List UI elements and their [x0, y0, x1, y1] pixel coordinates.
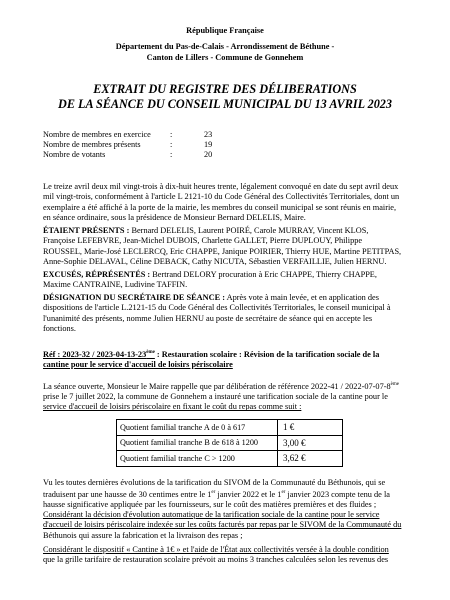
presents-paragraph — [43, 226, 408, 267]
text-line: en séance ordinaire, sous la présidence de Monsieur Bernard DELELIS, Maire. — [43, 212, 306, 222]
department-line-2: Canton de Lillers - Commune de Gonnehem — [146, 53, 304, 62]
tarif-label: Quotient familial tranche A de 0 à 617 — [117, 420, 278, 436]
text-line: hausse significative appliquée par les fournisseurs, sur le coût des matières premières et des fluides ; — [43, 500, 377, 510]
subject-title-line-2: cantine pour le service d'accueil de loisirs périscolaire — [43, 360, 233, 370]
document-title-line-1: EXTRAIT DU REGISTRE DES DÉLIBERATIONS — [93, 82, 357, 96]
tarif-label: Quotient familial tranche C > 1200 — [117, 451, 278, 467]
text-line: Béthunois qui assure la fabrication et la livraison des repas ; — [43, 530, 243, 540]
text-line: prise le 7 juillet 2022, la commune de Gonnehem a instauré une tarification sociale de la cantine pour le — [43, 392, 388, 402]
members-row — [43, 140, 224, 150]
department-line-1: Département du Pas-de-Calais - Arrondissement de Béthune - — [115, 42, 335, 51]
tarif-table — [116, 419, 343, 467]
secretaire-label: DÉSIGNATION DU SECRÉTAIRE DE SÉANCE : — [43, 293, 226, 302]
secretaire-paragraph — [43, 293, 408, 334]
tarif-label: Quotient familial tranche B de 618 à 1200 — [117, 435, 278, 451]
text-line: mil vingt-trois, conformément à l'article L 2121-10 du Code Général des Collectivités Territoriales, dont un — [43, 192, 400, 202]
members-separator: : — [170, 150, 173, 160]
excuses-paragraph — [43, 270, 408, 291]
members-label: Nombre de membres en exercice — [43, 130, 151, 139]
reference-number: Réf : 2023-32 / 2023-04-13-23ème — [43, 349, 155, 359]
table-row — [117, 451, 343, 467]
text-line: La séance ouverte, Monsieur le Maire rappelle que par délibération de référence 2022-41 / 2022-07-07-8 — [43, 381, 391, 391]
text-line: traduisent par une hausse de 30 centimes entre le 1er janvier 2022 et le 1er janvier 2023 compte tenu de la — [43, 490, 390, 500]
text-line: Vu les toutes dernières évolutions de la tarification du SIVOM de la Communauté du Béthunois, qui se — [43, 478, 386, 487]
members-label: Nombre de membres présents — [43, 140, 141, 150]
considerant-paragraph-1 — [43, 510, 413, 541]
text-line: Considérant la décision d'évolution automatique de la tarification sociale de la cantine pour le service — [43, 510, 380, 519]
text-line: dispositions de l'article L.2121-15 du Code Général des Collectivités Territoriales, le conseil municipal à — [43, 303, 391, 313]
text-line: Françoise LEFEBVRE, Jean-Michel DUBOIS, Charlette GALLET, Pierre DUPLOUY, Philippe — [43, 236, 363, 246]
members-value: 23 — [204, 130, 213, 139]
text-line: Le treize avril deux mil vingt-trois à dix-huit heures trente, légalement convoqué en date du sept avril deux — [43, 182, 399, 191]
tarif-price: 3,00 € — [278, 435, 343, 451]
deliberation-reference: Réf : 2023-32 / 2023-04-13-23ème : Restauration scolaire : Révision de la tarification sociale de la cantine pour le service d'accueil de loisirs périscolaire — [43, 349, 380, 370]
text-line: que la grille tarifaire de restauration scolaire prévoit au moins 3 tranches calculées selon les revenus des — [43, 555, 389, 565]
excuses-label: EXCUSÉS, RÉPRÉSENTÉS : — [43, 270, 151, 279]
text-line: fonctions. — [43, 323, 76, 333]
table-row — [117, 435, 343, 451]
convocation-paragraph — [43, 182, 408, 223]
members-count-block — [43, 130, 224, 160]
subject-title: Restauration scolaire : Révision de la tarification sociale de la — [159, 349, 380, 359]
table-row — [117, 420, 343, 436]
presents-label: ÉTAIENT PRÉSENTS : — [43, 226, 130, 235]
document-title-line-2: DE LA SÉANCE DU CONSEIL MUNICIPAL DU 13 AVRIL 2023 — [58, 97, 392, 111]
text-line: Considérant le dispositif « Cantine à 1€ » et l'aide de l'État aux collectivités versée à la double condition — [43, 545, 389, 554]
tarif-price: 3,62 € — [278, 451, 343, 467]
tarif-price: 1 € — [278, 420, 343, 436]
members-row — [43, 150, 224, 160]
text-line: d'accueil de loisirs périscolaire indexée sur les coûts facturés par repas par le SIVOM de la Communauté du — [43, 520, 402, 530]
text-line: Bertrand DELORY procuration à Eric CHAPPE, Thierry CHAPPE, — [150, 270, 377, 279]
text-line: Maxime CANTRAINE, Ludivine TAFFIN. — [43, 280, 188, 290]
intro-paragraph: La séance ouverte, Monsieur le Maire rappelle que par délibération de référence 2022-41 / 2022-07-07-8ème prise le 7 juillet 2022, la commune de Gonnehem a instauré une tarification sociale de la cantine pour le service d'accueil de loisirs périscolaire en fixant le coût du repas comme suit : — [43, 380, 413, 413]
text-line: Anne-Sophie DELAVAL, Céline DEBACK, Cathy NICUTA, Sébastien VERFAILLIE, Julien HERNU. — [43, 256, 387, 266]
text-line: Bernard DELELIS, Laurent POIRÉ, Carole MURRAY, Vincent KLOS, — [129, 226, 369, 235]
members-separator: : — [170, 130, 173, 139]
evolutions-paragraph — [43, 478, 410, 511]
text-line: l'unanimité des présents, nomme Julien HERNU au poste de secrétaire de séance qui en accepte les — [43, 313, 373, 323]
members-value: 19 — [204, 140, 213, 150]
republic-heading: République Française — [186, 26, 264, 35]
text-line: ROUSSEL, Marie-José LECLERCQ, Eric CHAPPE, Janique POIRIER, Thierry HUE, Martine PETITPAS, — [43, 246, 402, 256]
members-separator: : — [170, 140, 173, 150]
considerant-paragraph-2 — [43, 545, 413, 566]
members-value: 20 — [204, 150, 213, 160]
members-label: Nombre de votants — [43, 150, 106, 160]
text-line: service d'accueil de loisirs périscolaire en fixant le coût du repas comme suit : — [43, 402, 302, 412]
text-line: Après vote à main levée, et en application des — [225, 293, 379, 302]
text-line: exemplaire a été affiché à la porte de la mairie, les membres du conseil municipal se sont réunis en mairie, — [43, 202, 397, 212]
members-row — [43, 130, 224, 140]
